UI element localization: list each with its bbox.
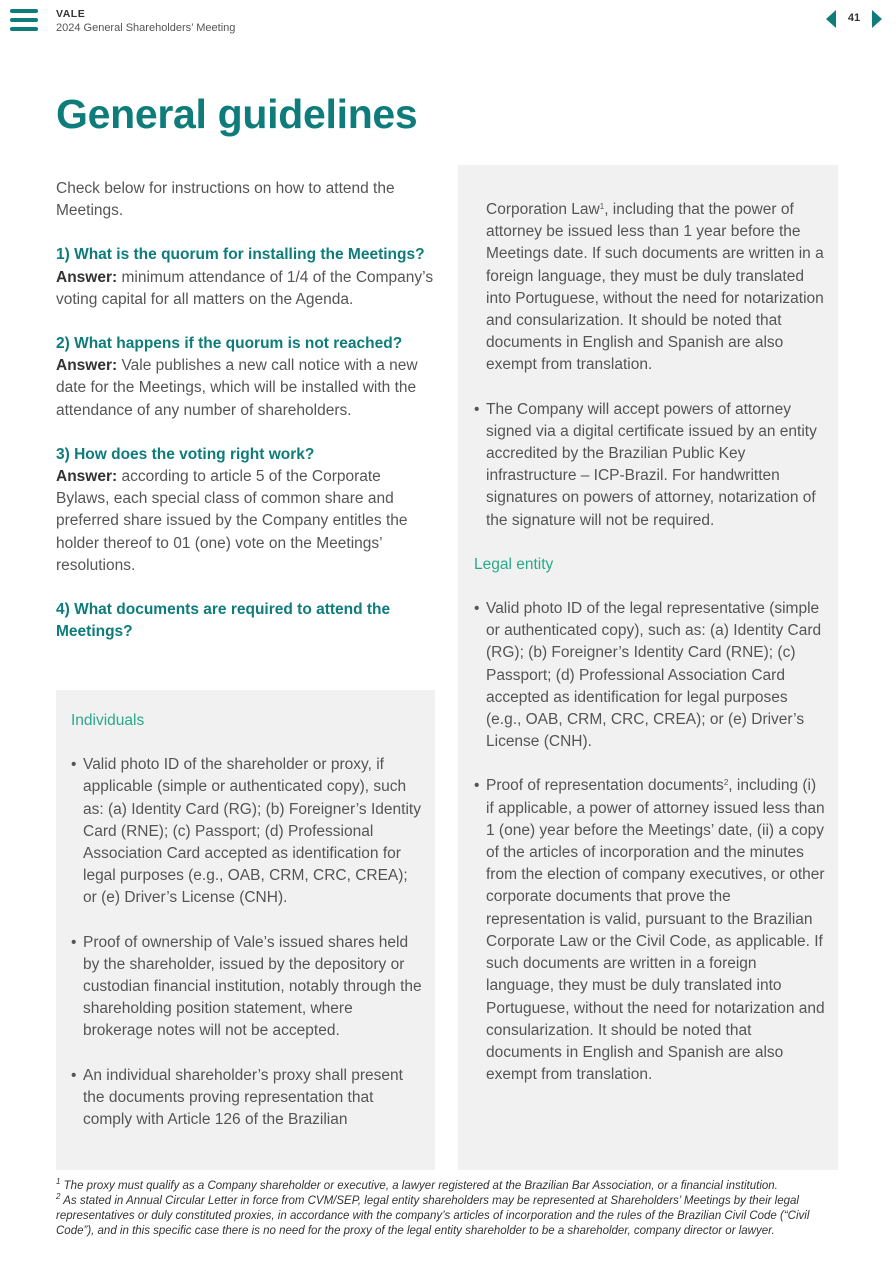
list-item: • An individual shareholder’s proxy shall present the documents proving representation that comply with Article 126 of the Brazilian	[71, 1065, 423, 1132]
document-header	[56, 8, 235, 35]
page-navigation	[826, 9, 882, 29]
faq-answer: Vale publishes a new call notice with a new date for the Meetings, which will be installed with the attendance of any number of shareholders.	[56, 357, 418, 419]
list-item-text: , including (i) if applicable, a power of attorney issued less than 1 (one) year before the Meetings’ date, (ii) a copy of the articles of incorporation and the minutes from the election of company executives, or other corporate documents that prove the representation is valid, pursuant to the Brazilian Corporate Law or the Civil Code, as applicable. If such documents are written in a foreign language, they must be duly translated into Portuguese, without the need for notarization and consularization. It should be noted that documents in English and Spanish are also exempt from translation.	[486, 777, 825, 1084]
legal-entity-heading: Legal entity	[474, 555, 554, 573]
list-item: • The Company will accept powers of attorney signed via a digital certificate issued by an entity accredited by the Brazilian Public Key infrastructure – ICP-Brazil. For handwritten signatures on powers of attorney, notarization of the signature will not be required.	[474, 399, 826, 532]
continuation-text: , including that the power of attorney be issued less than 1 year before the Meetings date. If such documents are written in a foreign language, they must be duly translated into Portuguese, without the need for notarization and consularization. It should be noted that documents in English and Spanish are also exempt from translation.	[486, 201, 824, 374]
list-item: • Valid photo ID of the legal representative (simple or authenticated copy), such as: (a) Identity Card (RG); (b) Foreigner’s Identity Card (RNE); (c) Passport; (d) Professional Association Card accepted as identification for legal purposes (e.g., OAB, CRM, CRC, CREA); or (e) Driver’s License (CNH).	[474, 598, 826, 753]
answer-label: Answer:	[56, 357, 118, 375]
list-item: • Valid photo ID of the shareholder or proxy, if applicable (simple or authenticated copy), such as: (a) Identity Card (RG); (b) Foreigner’s Identity Card (RNE); (c) Passport; (d) Professional Association Card accepted as identification for legal purposes (e.g., OAB, CRM, CRC, CREA); or (e) Driver’s License (CNH).	[71, 754, 423, 909]
continuation-text: Corporation Law	[486, 201, 600, 218]
footnote	[56, 1179, 846, 1194]
faq-item-4	[56, 599, 436, 643]
footnote-text: The proxy must qualify as a Company shareholder or executive, a lawyer registered at the Brazilian Bar Association, or a financial institution.	[63, 1180, 778, 1192]
brand-name: VALE	[56, 8, 86, 20]
page-number: 41	[847, 12, 861, 24]
answer-label: Answer:	[56, 268, 118, 286]
menu-icon[interactable]	[10, 9, 38, 31]
list-item-text: Proof of representation documents	[486, 777, 724, 795]
footnote-mark: 1	[56, 1177, 61, 1186]
answer-label: Answer:	[56, 468, 118, 486]
faq-item-2	[56, 333, 436, 422]
faq-answer: minimum attendance of 1/4 of the Company’s voting capital for all matters on the Agenda.	[56, 268, 434, 308]
footnotes	[56, 1179, 846, 1239]
faq-question: 3) How does the voting right work?	[56, 445, 315, 463]
faq-question: 2) What happens if the quorum is not reached?	[56, 335, 403, 353]
continued-box	[458, 165, 838, 1170]
individuals-heading: Individuals	[71, 712, 145, 729]
footnote-ref[interactable]: 1	[599, 202, 605, 211]
individuals-box	[56, 690, 435, 1170]
list-item: • Proof of ownership of Vale’s issued shares held by the shareholder, issued by the depository or custodian financial institution, notably through the shareholding position statement, where brokerage notes will not be accepted.	[71, 932, 423, 1043]
footnote-text: As stated in Annual Circular Letter in force from CVM/SEP, legal entity shareholders may be represented at Shareholders’ Meetings by their legal representatives or duly constituted proxies, in accordance with the company’s articles of incorporation and the rules of the Brazilian Civil Code (“Civil Code”), and in this specific case there is no need for the proxy of the legal entity shareholder to be a shareholder, company director or lawyer.	[56, 1195, 810, 1237]
faq-item-1	[56, 244, 436, 311]
faq-item-3	[56, 444, 436, 577]
list-item	[474, 775, 826, 1086]
faq-column	[56, 178, 436, 665]
document-subtitle: 2024 General Shareholders’ Meeting	[56, 22, 236, 34]
page-title: General guidelines	[56, 91, 418, 137]
footnote-ref[interactable]: 2	[723, 778, 729, 788]
proxy-continuation	[486, 199, 826, 377]
footnote	[56, 1194, 846, 1239]
intro-text: Check below for instructions on how to attend the Meetings.	[56, 180, 395, 220]
faq-question: 4) What documents are required to attend the Meetings?	[56, 601, 391, 641]
next-page-icon[interactable]	[872, 10, 882, 28]
footnote-mark: 2	[56, 1192, 61, 1201]
faq-question: 1) What is the quorum for installing the Meetings?	[56, 246, 425, 264]
previous-page-icon[interactable]	[826, 10, 836, 28]
faq-answer: according to article 5 of the Corporate Bylaws, each special class of common share and preferred share issued by the Company entitles the holder thereof to 01 (one) vote on the Meetings’ resolutions.	[56, 468, 408, 574]
